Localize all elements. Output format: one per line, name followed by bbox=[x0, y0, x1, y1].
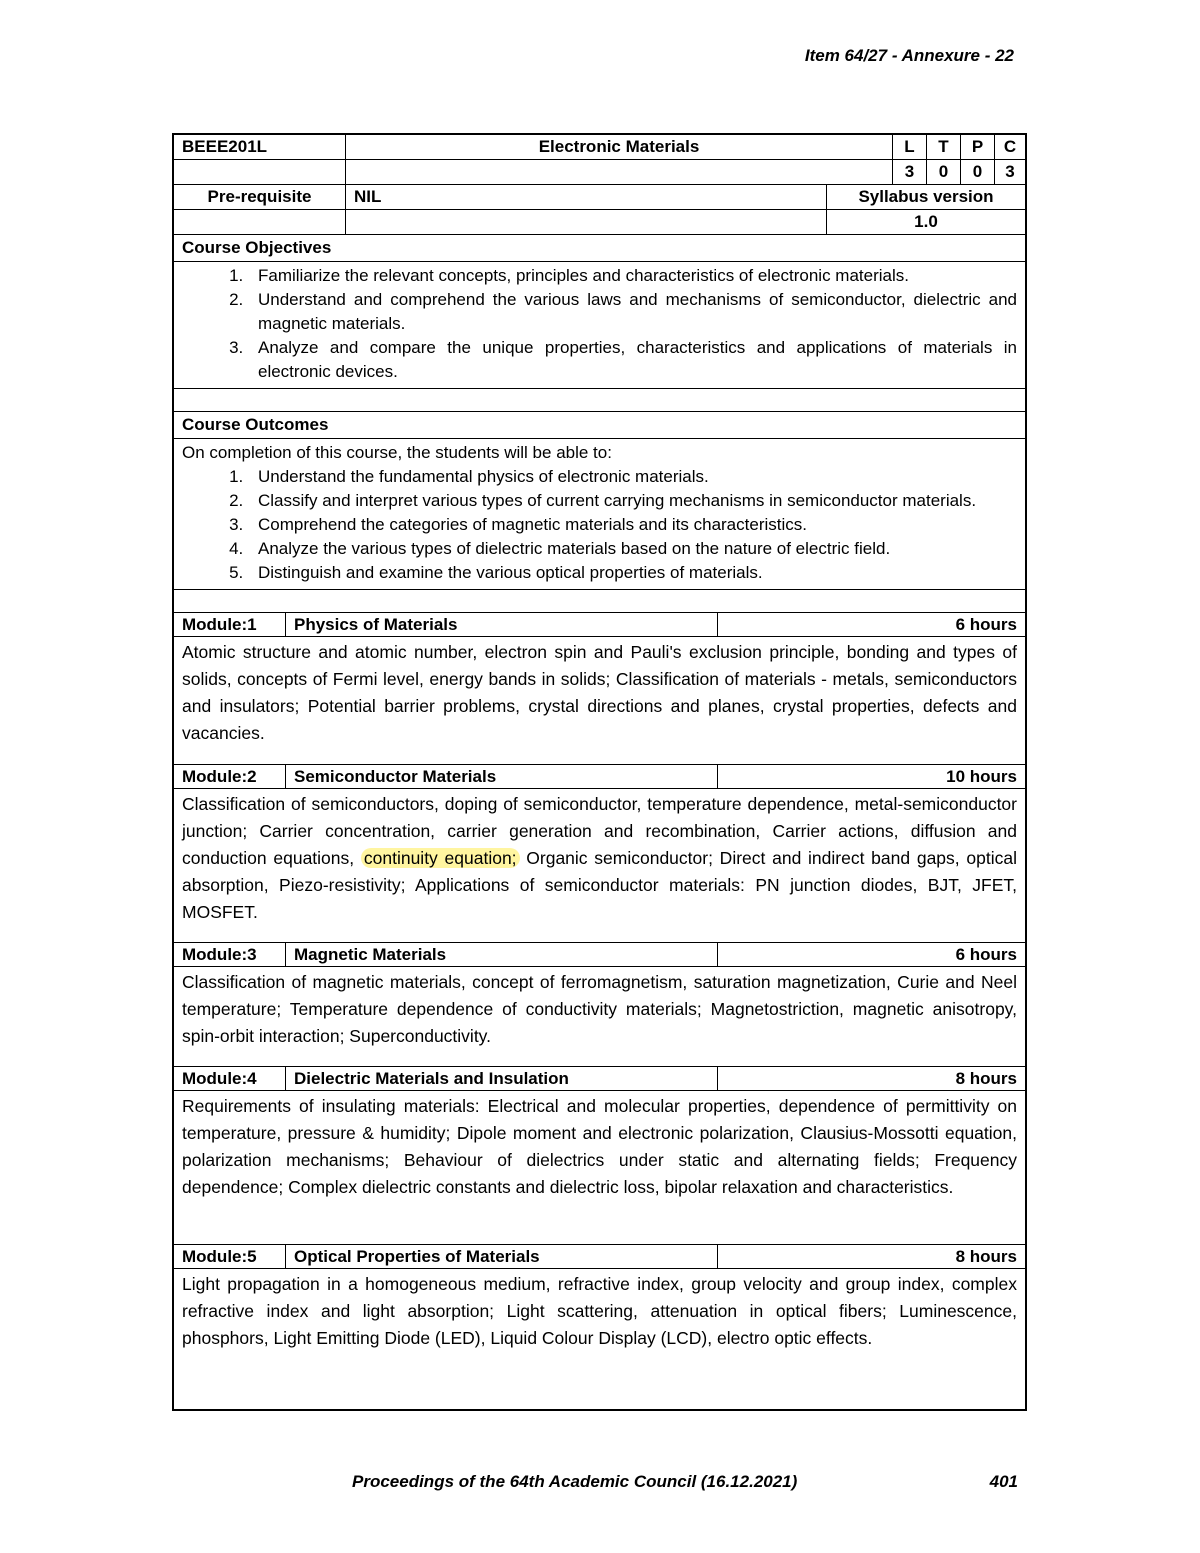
list-item: 2. Classify and interpret various types of current carrying mechanisms in semiconductor materials. bbox=[248, 489, 1017, 513]
page-number: 401 bbox=[989, 1472, 1018, 1491]
course-code: BEEE201L bbox=[174, 135, 346, 159]
course-title: Electronic Materials bbox=[346, 135, 893, 159]
empty-cell bbox=[174, 160, 346, 184]
module-header-5 bbox=[174, 1245, 1025, 1269]
ltpc-label-c: C bbox=[1003, 137, 1017, 156]
module-hours: 8 hours bbox=[955, 1247, 1017, 1266]
module-hours: 10 hours bbox=[946, 767, 1017, 786]
module-label: Module:4 bbox=[174, 1067, 286, 1090]
ltpc-value-c: 3 bbox=[1005, 162, 1015, 181]
module-title: Magnetic Materials bbox=[286, 943, 718, 966]
objectives-list-block bbox=[174, 262, 1025, 388]
outcomes-heading: Course Outcomes bbox=[174, 412, 1025, 439]
module-header-3 bbox=[174, 943, 1025, 967]
ltpc-values bbox=[893, 160, 1025, 184]
list-item: 3. Analyze and compare the unique properties, characteristics and applications of materials in electronic devices. bbox=[248, 336, 1017, 384]
module-label: Module:5 bbox=[174, 1245, 286, 1268]
empty-cell bbox=[346, 210, 827, 234]
ltpc-values-row bbox=[174, 160, 1025, 185]
module-title: Semiconductor Materials bbox=[286, 765, 718, 788]
module-header-1 bbox=[174, 613, 1025, 637]
module-content-4: Requirements of insulating materials: Electrical and molecular properties, dependence of permittivity on temperature, pressure & humidity; Dipole moment and electronic polarization, Clausius-Mossotti equation, polarization mechanisms; Behaviour of dielectrics under static and alternating fields; Frequency dependence; Complex dielectric constants and dielectric loss, bipolar relaxation and characteristics. bbox=[174, 1091, 1025, 1245]
list-item: 1. Understand the fundamental physics of electronic materials. bbox=[248, 465, 1017, 489]
prerequisite-label: Pre-requisite bbox=[174, 185, 346, 209]
ltpc-label-l: L bbox=[893, 135, 927, 159]
module-hours: 8 hours bbox=[955, 1069, 1017, 1088]
objectives-list bbox=[182, 264, 1017, 384]
module-content-1: Atomic structure and atomic number, electron spin and Pauli's exclusion principle, bonding and types of solids, concepts of Fermi level, energy bands in solids; Classification of materials - metals, semiconductors and insulators; Potential barrier problems, crystal directions and planes, crystal properties, defects and vacancies. bbox=[174, 637, 1025, 765]
footer-text: Proceedings of the 64th Academic Council (16.12.2021) bbox=[352, 1472, 798, 1491]
module-text: Classification of semiconductors, doping of semiconductor, temperature dependence, metal-semiconductor junction; Carrier concentration, carrier generation and recombination, Carrier actions, diffusion and conduction equations, bbox=[182, 794, 1017, 868]
course-title-row bbox=[174, 135, 1025, 160]
module-content-5: Light propagation in a homogeneous medium, refractive index, group velocity and group index, complex refractive index and light absorption; Light scattering, attenuation in optical fibers; Luminescence, phosphors, Light Emitting Diode (LED), Liquid Colour Display (LCD), electro optic effects. bbox=[182, 1274, 1017, 1348]
outcomes-block bbox=[174, 439, 1025, 589]
list-item: 4. Analyze the various types of dielectric materials based on the nature of electric field. bbox=[248, 537, 1017, 561]
empty-cell bbox=[346, 160, 893, 184]
syllabus-version-value: 1.0 bbox=[914, 212, 938, 231]
module-content-2 bbox=[174, 789, 1025, 943]
prerequisite-row bbox=[174, 185, 1025, 210]
ltpc-label-t: T bbox=[927, 135, 961, 159]
prerequisite-value: NIL bbox=[346, 185, 827, 209]
module-label: Module:2 bbox=[174, 765, 286, 788]
outcomes-list bbox=[182, 465, 1017, 585]
module-label: Module:1 bbox=[174, 613, 286, 636]
ltpc-value-l: 3 bbox=[893, 160, 927, 184]
list-item: 5. Distinguish and examine the various optical properties of materials. bbox=[248, 561, 1017, 585]
module-title: Dielectric Materials and Insulation bbox=[286, 1067, 718, 1090]
module-title: Physics of Materials bbox=[286, 613, 718, 636]
highlighted-text: continuity equation; bbox=[361, 848, 520, 868]
objectives-heading: Course Objectives bbox=[174, 235, 1025, 262]
outcomes-intro: On completion of this course, the students will be able to: bbox=[182, 443, 612, 462]
empty-cell bbox=[174, 210, 346, 234]
module-title: Optical Properties of Materials bbox=[286, 1245, 718, 1268]
list-item: 1. Familiarize the relevant concepts, principles and characteristics of electronic materials. bbox=[248, 264, 1017, 288]
version-row bbox=[174, 210, 1025, 235]
module-label: Module:3 bbox=[174, 943, 286, 966]
ltpc-value-p: 0 bbox=[961, 160, 995, 184]
syllabus-table bbox=[172, 133, 1027, 1411]
spacer-row bbox=[174, 589, 1025, 613]
module-hours: 6 hours bbox=[955, 615, 1017, 634]
list-item: 2. Understand and comprehend the various laws and mechanisms of semiconductor, dielectric and magnetic materials. bbox=[248, 288, 1017, 336]
ltpc-labels bbox=[893, 135, 1025, 159]
module-hours: 6 hours bbox=[955, 945, 1017, 964]
module-header-2 bbox=[174, 765, 1025, 789]
module-header-4 bbox=[174, 1067, 1025, 1091]
syllabus-version-label: Syllabus version bbox=[858, 187, 994, 206]
list-item: 3. Comprehend the categories of magnetic materials and its characteristics. bbox=[248, 513, 1017, 537]
ltpc-label-p: P bbox=[961, 135, 995, 159]
spacer-row bbox=[174, 388, 1025, 412]
ltpc-value-t: 0 bbox=[927, 160, 961, 184]
document-reference: Item 64/27 - Annexure - 22 bbox=[804, 46, 1014, 65]
module-content-3: Classification of magnetic materials, concept of ferromagnetism, saturation magnetization, Curie and Neel temperature; Temperature dependence of conductivity materials; Magnetostriction, magnetic anisotropy, spin-orbit interaction; Superconductivity. bbox=[174, 967, 1025, 1067]
module-text: Organic semiconductor; Direct and indirect band gaps, optical absorption, Piezo-resistivity; Applications of semiconductor materials: PN junction diodes, BJT, JFET, MOSFET. bbox=[182, 848, 1017, 922]
